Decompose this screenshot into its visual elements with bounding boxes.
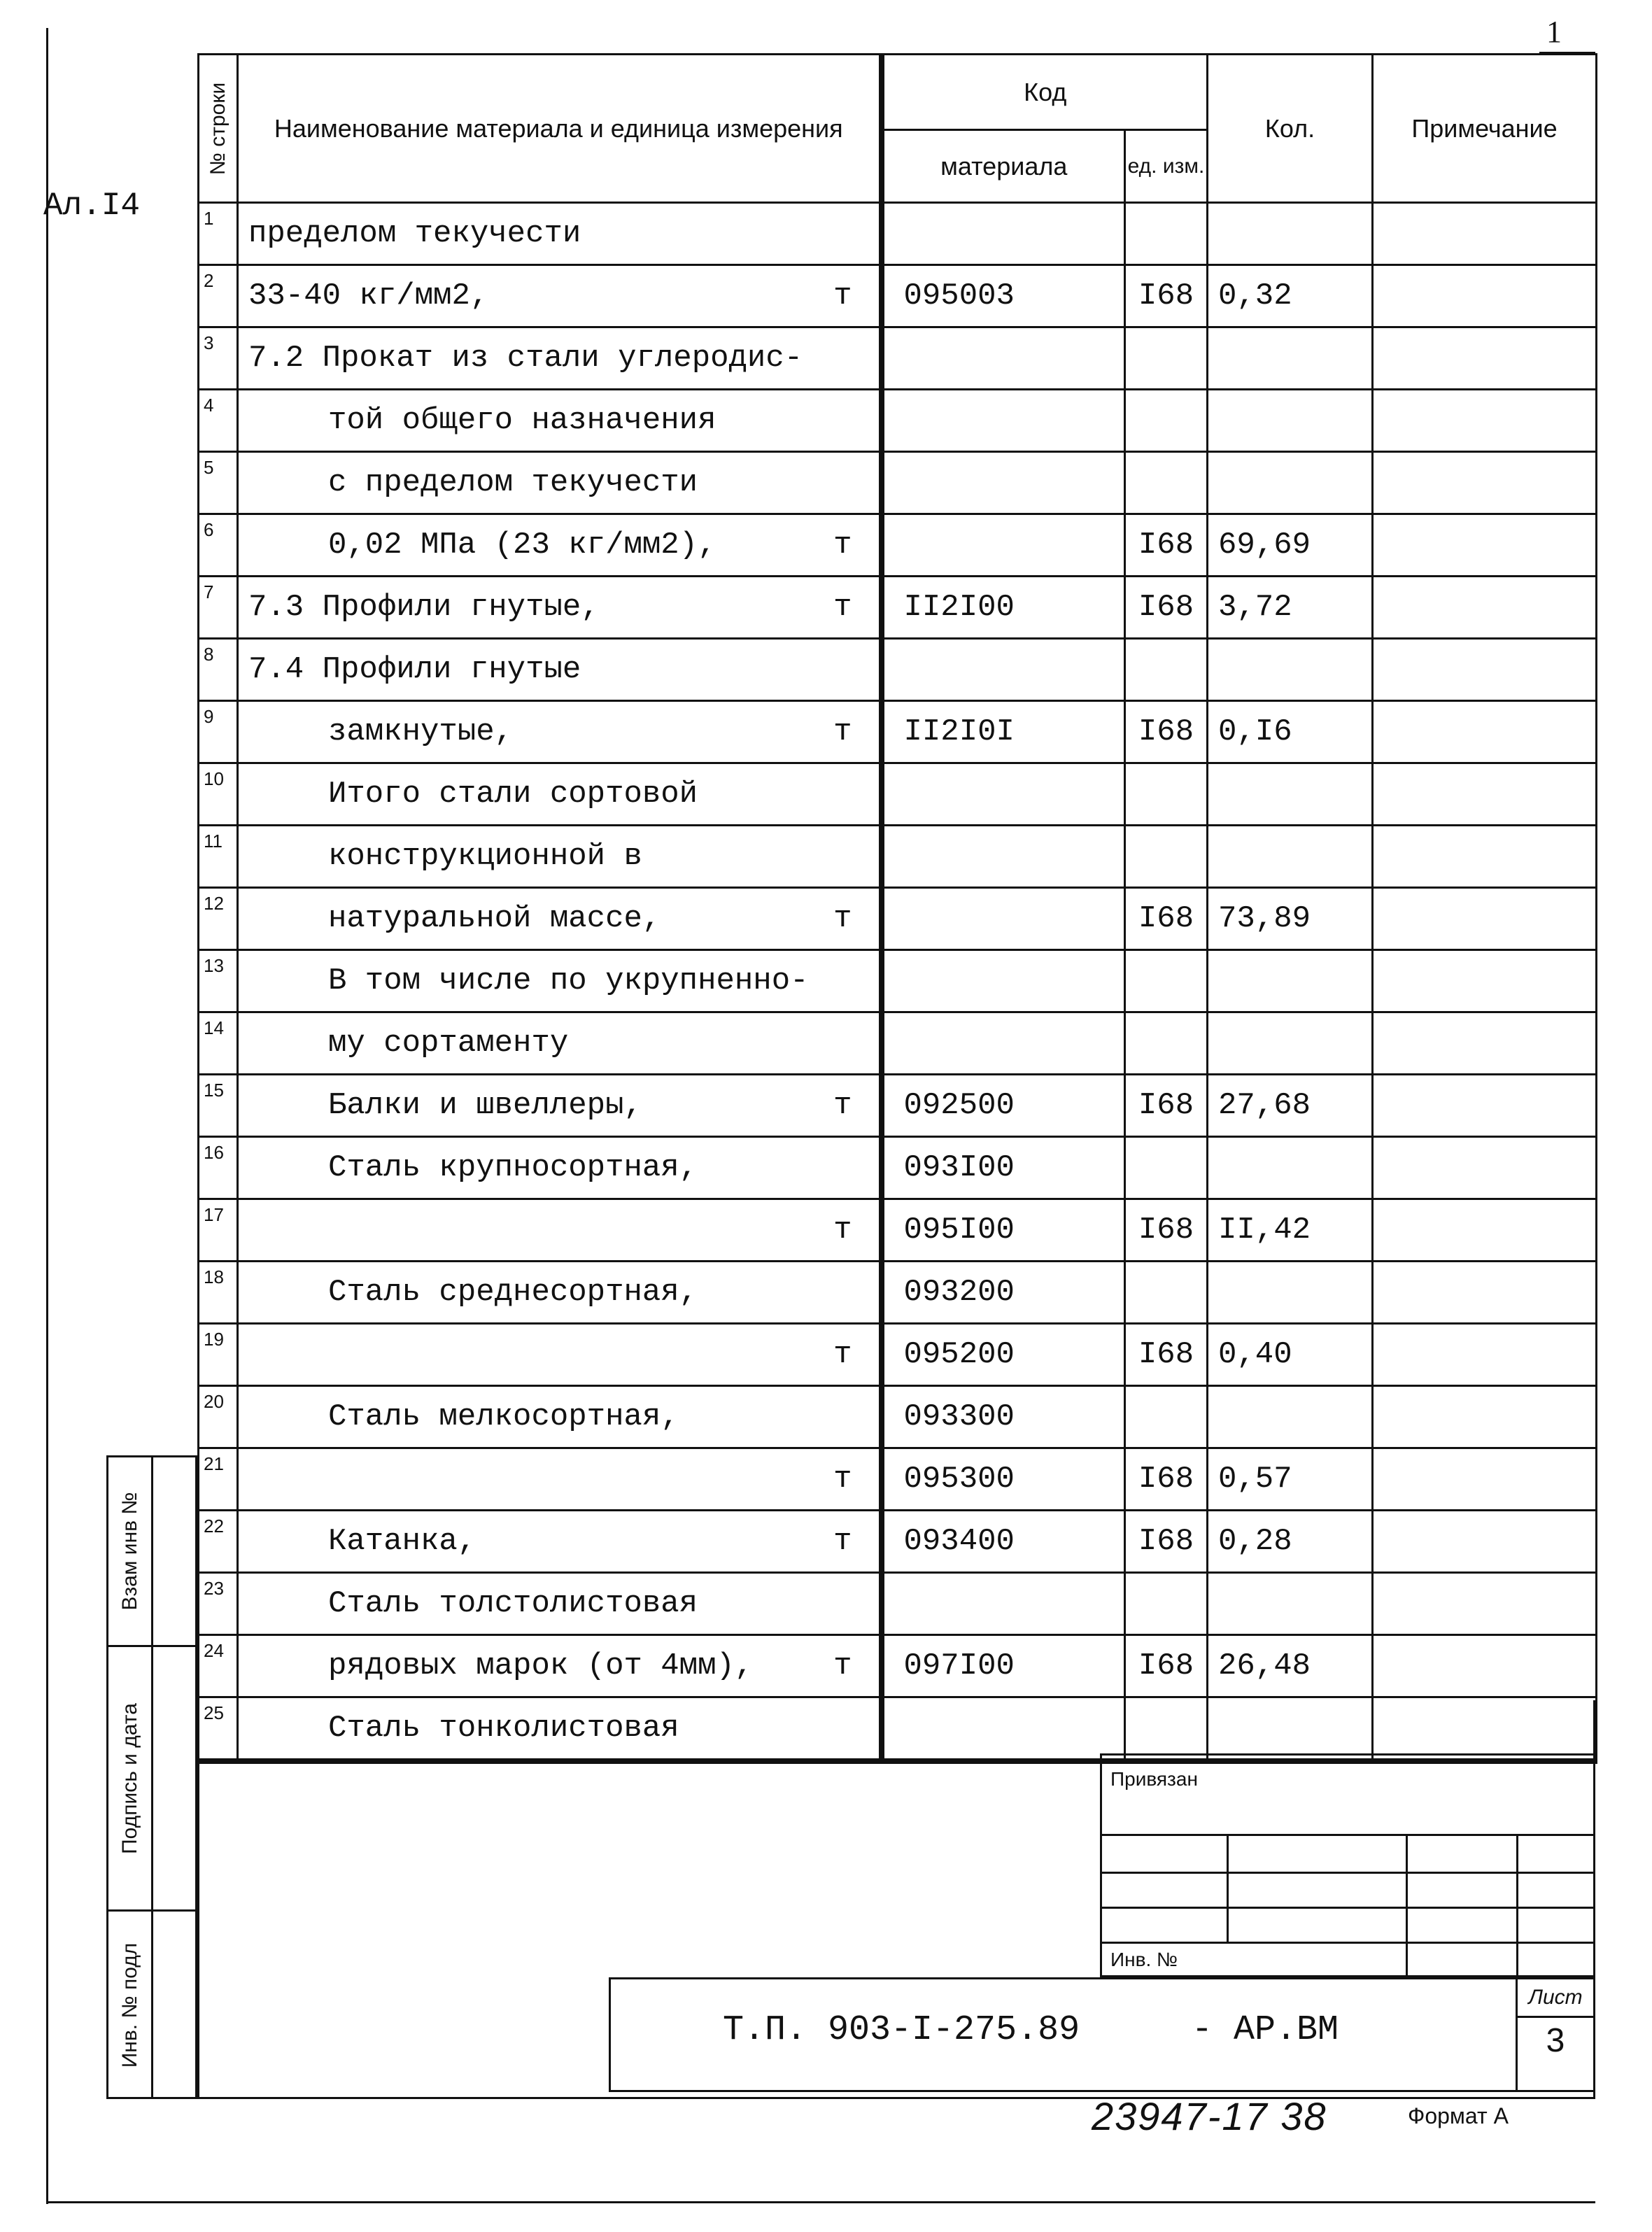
material-unit: т: [833, 590, 852, 625]
material-unit: т: [833, 901, 852, 936]
material-name-cell: [238, 1324, 882, 1386]
note: [1373, 1075, 1597, 1137]
material-name: 33-40 кг/мм2,: [248, 278, 489, 313]
table-row: [199, 1635, 1597, 1697]
row-number: 17: [199, 1199, 238, 1262]
format-label: Формат А: [1408, 2103, 1509, 2128]
quantity: [1208, 1012, 1373, 1075]
material-name: пределом текучести: [248, 216, 581, 251]
quantity: [1208, 1137, 1373, 1199]
sheet-label-cell: Лист: [1518, 1979, 1593, 2018]
unit-code: [1125, 1573, 1208, 1635]
quantity: 26,48: [1208, 1635, 1373, 1697]
side-cell-inv-original: [108, 1912, 153, 2099]
note: [1373, 390, 1597, 452]
material-name-cell: [238, 1262, 882, 1324]
bind-grid-line: [1516, 1834, 1518, 1977]
quantity: [1208, 826, 1373, 888]
spec-table: [197, 53, 1597, 1764]
header-qty: Кол.: [1208, 55, 1373, 203]
quantity: 3,72: [1208, 577, 1373, 639]
note: [1373, 1386, 1597, 1448]
page-border-bottom: [46, 2201, 1595, 2203]
row-number: 6: [199, 514, 238, 577]
header-code: Код: [882, 55, 1208, 130]
note: [1373, 826, 1597, 888]
side-cell-sign-date: [108, 1647, 153, 1909]
material-name-cell: [238, 327, 882, 390]
quantity: 73,89: [1208, 888, 1373, 950]
material-name: 0,02 МПа (23 кг/мм2),: [328, 528, 716, 563]
table-row: [199, 639, 1597, 701]
unit-code: I68: [1125, 1511, 1208, 1573]
quantity: 0,57: [1208, 1448, 1373, 1511]
material-name: Сталь мелкосортная,: [328, 1399, 679, 1434]
row-number: 16: [199, 1137, 238, 1199]
material-name: рядовых марок (от 4мм),: [328, 1648, 754, 1683]
material-name-cell: [238, 390, 882, 452]
document-suffix: - АР.ВМ: [1192, 2010, 1339, 2050]
side-stamp: [106, 1455, 197, 2099]
material-name-cell: [238, 203, 882, 265]
unit-code: [1125, 390, 1208, 452]
material-name-cell: [238, 763, 882, 826]
unit-code: [1125, 950, 1208, 1012]
material-code: [882, 950, 1125, 1012]
archive-number: 23947-17 38: [1092, 2094, 1327, 2138]
material-name-cell: [238, 1573, 882, 1635]
material-unit: т: [833, 1088, 852, 1123]
material-unit: т: [833, 1213, 852, 1248]
material-name: Сталь крупносортная,: [328, 1150, 698, 1185]
quantity: [1208, 1262, 1373, 1324]
material-code: 093200: [882, 1262, 1125, 1324]
row-number: 23: [199, 1573, 238, 1635]
table-row: [199, 1511, 1597, 1573]
note: [1373, 1511, 1597, 1573]
row-number: 13: [199, 950, 238, 1012]
row-number: 7: [199, 577, 238, 639]
bind-grid-line: [1227, 1834, 1229, 1942]
material-name-cell: [238, 1697, 882, 1762]
material-unit: т: [833, 1524, 852, 1559]
quantity: 0,32: [1208, 265, 1373, 327]
sheet-number: 3: [1546, 2022, 1565, 2059]
unit-code: [1125, 763, 1208, 826]
material-unit: т: [833, 278, 852, 313]
material-code: 095003: [882, 265, 1125, 327]
material-code: [882, 639, 1125, 701]
quantity: 69,69: [1208, 514, 1373, 577]
row-number: 19: [199, 1324, 238, 1386]
header-name: Наименование материала и единица измерения: [238, 55, 882, 203]
material-name-cell: [238, 888, 882, 950]
unit-code: I68: [1125, 701, 1208, 763]
unit-code: [1125, 1137, 1208, 1199]
material-name-cell: [238, 639, 882, 701]
material-name-cell: [238, 701, 882, 763]
table-row: [199, 1199, 1597, 1262]
row-number: 12: [199, 888, 238, 950]
material-name-cell: [238, 577, 882, 639]
material-name-cell: [238, 265, 882, 327]
unit-code: I68: [1125, 888, 1208, 950]
material-name: Итого стали сортовой: [328, 777, 698, 812]
material-name: 7.4 Профили гнутые: [248, 652, 581, 687]
row-number: 22: [199, 1511, 238, 1573]
quantity: [1208, 452, 1373, 514]
material-name: замкнутые,: [328, 714, 514, 749]
bind-grid-line: [1406, 1834, 1408, 1977]
table-row: [199, 452, 1597, 514]
material-name: той общего назначения: [328, 403, 716, 438]
row-number: 25: [199, 1697, 238, 1762]
material-name: Сталь тонколистовая: [328, 1711, 679, 1746]
quantity: 0,40: [1208, 1324, 1373, 1386]
corner-mark: 1: [1546, 15, 1562, 49]
spec-body: [199, 203, 1597, 1762]
material-name: Балки и швеллеры,: [328, 1088, 642, 1123]
row-number: 10: [199, 763, 238, 826]
quantity: [1208, 763, 1373, 826]
unit-code: I68: [1125, 1075, 1208, 1137]
binding-block: [1100, 1753, 1595, 1977]
table-row: [199, 1386, 1597, 1448]
material-code: II2I0I: [882, 701, 1125, 763]
document-code: Т.П. 903-I-275.89: [723, 2010, 1080, 2050]
note: [1373, 577, 1597, 639]
material-name: Сталь среднесортная,: [328, 1275, 698, 1310]
table-row: [199, 1262, 1597, 1324]
material-code: [882, 763, 1125, 826]
note: [1373, 203, 1597, 265]
title-block: [609, 1977, 1595, 2092]
table-row: [199, 390, 1597, 452]
note: [1373, 1137, 1597, 1199]
note: [1373, 763, 1597, 826]
table-row: [199, 1448, 1597, 1511]
bind-grid-line: [1102, 1942, 1593, 1944]
material-name: Катанка,: [328, 1524, 476, 1559]
material-name: 7.3 Профили гнутые,: [248, 590, 600, 625]
quantity: [1208, 639, 1373, 701]
material-code: 093300: [882, 1386, 1125, 1448]
material-code: 093I00: [882, 1137, 1125, 1199]
quantity: [1208, 1386, 1373, 1448]
unit-code: [1125, 1386, 1208, 1448]
quantity: 0,I6: [1208, 701, 1373, 763]
table-row: [199, 950, 1597, 1012]
unit-code: [1125, 639, 1208, 701]
inv-label: Инв. №: [1110, 1949, 1178, 1970]
material-code: [882, 452, 1125, 514]
note: [1373, 452, 1597, 514]
material-unit: т: [833, 1462, 852, 1497]
material-name-cell: [238, 1386, 882, 1448]
side-replace-inv: Взам инв №: [118, 1492, 141, 1611]
header-row-no: № строки: [199, 55, 238, 203]
material-name: В том числе по укрупненно-: [328, 963, 809, 998]
note: [1373, 701, 1597, 763]
table-row: [199, 701, 1597, 763]
row-number: 3: [199, 327, 238, 390]
material-code: [882, 826, 1125, 888]
table-row: [199, 1075, 1597, 1137]
quantity: [1208, 1697, 1373, 1762]
material-code: 095I00: [882, 1199, 1125, 1262]
note: [1373, 1262, 1597, 1324]
material-name: 7.2 Прокат из стали углеродис-: [248, 341, 803, 376]
sheet-cell: [1516, 1979, 1593, 2090]
note: [1373, 639, 1597, 701]
row-number: 15: [199, 1075, 238, 1137]
material-unit: т: [833, 528, 852, 563]
material-code: 092500: [882, 1075, 1125, 1137]
material-name: конструкционной в: [328, 839, 642, 874]
table-row: [199, 1697, 1597, 1762]
material-code: II2I00: [882, 577, 1125, 639]
unit-code: [1125, 1262, 1208, 1324]
bottom-area-left-line: [197, 1700, 199, 2099]
material-name: му сортаменту: [328, 1026, 569, 1061]
unit-code: [1125, 826, 1208, 888]
note: [1373, 1448, 1597, 1511]
row-number: 20: [199, 1386, 238, 1448]
table-row: [199, 1012, 1597, 1075]
side-sign-date: Подпись и дата: [118, 1702, 141, 1854]
material-code: [882, 1012, 1125, 1075]
material-unit: т: [833, 1648, 852, 1683]
unit-code: I68: [1125, 1199, 1208, 1262]
material-name: Сталь толстолистовая: [328, 1586, 698, 1621]
material-name-cell: [238, 514, 882, 577]
quantity: [1208, 1573, 1373, 1635]
unit-code: I68: [1125, 577, 1208, 639]
note: [1373, 1199, 1597, 1262]
table-row: [199, 1324, 1597, 1386]
material-name-cell: [238, 452, 882, 514]
note: [1373, 1324, 1597, 1386]
note: [1373, 1635, 1597, 1697]
note: [1373, 327, 1597, 390]
table-row: [199, 1137, 1597, 1199]
material-code: [882, 327, 1125, 390]
material-name-cell: [238, 1137, 882, 1199]
material-code: [882, 1573, 1125, 1635]
unit-code: I68: [1125, 1635, 1208, 1697]
row-number: 9: [199, 701, 238, 763]
material-name: с пределом текучести: [328, 465, 698, 500]
material-code: 097I00: [882, 1635, 1125, 1697]
quantity: 27,68: [1208, 1075, 1373, 1137]
bind-grid-line: [1102, 1907, 1593, 1909]
bound-label: Привязан: [1110, 1768, 1198, 1790]
material-name-cell: [238, 1635, 882, 1697]
row-number: 4: [199, 390, 238, 452]
row-number: 1: [199, 203, 238, 265]
material-name-cell: [238, 1012, 882, 1075]
unit-code: [1125, 327, 1208, 390]
side-inv-original: Инв. № подл: [118, 1942, 141, 2068]
unit-code: [1125, 452, 1208, 514]
table-row: [199, 577, 1597, 639]
header-code-material: материала: [882, 130, 1125, 203]
quantity: [1208, 327, 1373, 390]
page-border-left: [46, 28, 48, 2204]
quantity: [1208, 950, 1373, 1012]
row-number: 5: [199, 452, 238, 514]
material-unit: т: [833, 714, 852, 749]
table-row: [199, 763, 1597, 826]
unit-code: [1125, 203, 1208, 265]
unit-code: [1125, 1697, 1208, 1762]
material-unit: т: [833, 1337, 852, 1372]
unit-code: I68: [1125, 1448, 1208, 1511]
bind-grid-line: [1102, 1872, 1593, 1874]
table-row: [199, 327, 1597, 390]
quantity: II,42: [1208, 1199, 1373, 1262]
material-code: [882, 203, 1125, 265]
row-number: 8: [199, 639, 238, 701]
material-name-cell: [238, 950, 882, 1012]
quantity: 0,28: [1208, 1511, 1373, 1573]
row-number: 21: [199, 1448, 238, 1511]
unit-code: I68: [1125, 1324, 1208, 1386]
note: [1373, 950, 1597, 1012]
bind-grid-line: [1102, 1834, 1593, 1836]
note: [1373, 1697, 1597, 1762]
table-row: [199, 514, 1597, 577]
table-row: [199, 265, 1597, 327]
note: [1373, 265, 1597, 327]
row-number: 24: [199, 1635, 238, 1697]
unit-code: [1125, 1012, 1208, 1075]
quantity: [1208, 390, 1373, 452]
material-name-cell: [238, 1075, 882, 1137]
material-code: [882, 514, 1125, 577]
material-name: натуральной массе,: [328, 901, 661, 936]
note: [1373, 1573, 1597, 1635]
row-number: 2: [199, 265, 238, 327]
material-code: [882, 390, 1125, 452]
side-cell-replace-inv: [108, 1457, 153, 1645]
material-name-cell: [238, 826, 882, 888]
row-number: 14: [199, 1012, 238, 1075]
material-code: 095200: [882, 1324, 1125, 1386]
row-number: 11: [199, 826, 238, 888]
material-code: [882, 1697, 1125, 1762]
unit-code: I68: [1125, 514, 1208, 577]
bottom-area-bottom-line: [106, 2097, 1595, 2099]
quantity: [1208, 203, 1373, 265]
table-row: [199, 1573, 1597, 1635]
material-code: 093400: [882, 1511, 1125, 1573]
row-number: 18: [199, 1262, 238, 1324]
header-code-unit: ед. изм.: [1125, 130, 1208, 203]
table-row: [199, 888, 1597, 950]
table-row: [199, 826, 1597, 888]
note: [1373, 514, 1597, 577]
table-row: [199, 203, 1597, 265]
note: [1373, 1012, 1597, 1075]
material-name-cell: [238, 1199, 882, 1262]
material-code: [882, 888, 1125, 950]
note: [1373, 888, 1597, 950]
material-code: 095300: [882, 1448, 1125, 1511]
material-name-cell: [238, 1511, 882, 1573]
sheet-label: Ал.I4: [43, 188, 141, 224]
unit-code: I68: [1125, 265, 1208, 327]
header-note: Примечание: [1373, 55, 1597, 203]
material-name-cell: [238, 1448, 882, 1511]
